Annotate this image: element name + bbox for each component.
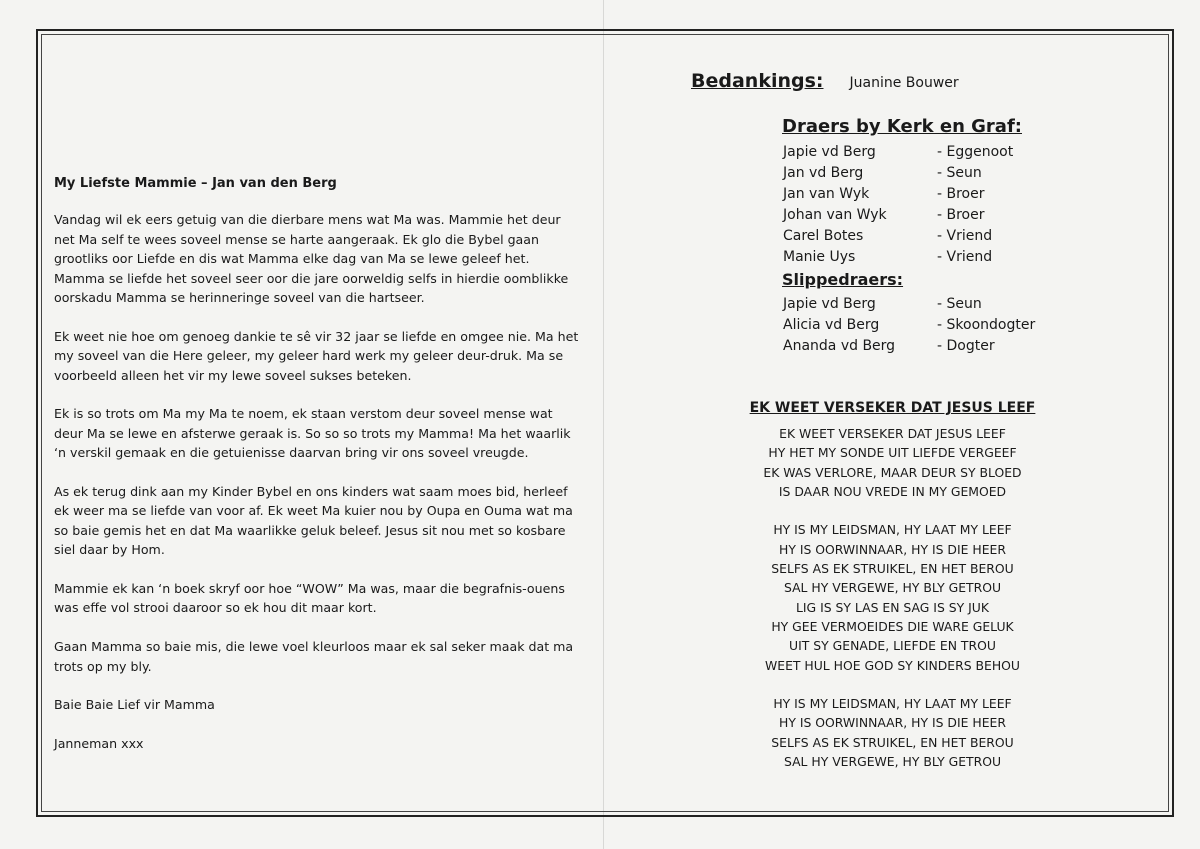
letter-line: Baie Baie Lief vir Mamma: [54, 697, 215, 713]
song-stanza: [600, 694, 1185, 771]
person-relation: - Seun: [937, 296, 982, 312]
letter-paragraph: [54, 327, 584, 385]
person-relation: - Vriend: [937, 249, 993, 265]
person-name: Japie vd Berg: [783, 144, 876, 160]
letter-line: Ek weet nie hoe om genoeg dankie te sê vir 32 jaar se liefde en omgee nie. Ma het: [54, 328, 579, 344]
song-line: HY GEE VERMOEIDES DIE WARE GELUK: [771, 618, 1014, 634]
letter-line: grootliks oor Liefde en dis wat Mamma elke dag van Ma se lewe geleef het.: [54, 251, 530, 267]
bedankings-heading: Bedankings:: [691, 70, 824, 92]
person-relation: - Broer: [937, 186, 985, 202]
song-stanza: [600, 424, 1185, 501]
letter-line: Gaan Mamma so baie mis, die lewe voel kleurloos maar ek sal seker maak dat ma: [54, 639, 574, 655]
person-name: Johan van Wyk: [783, 207, 887, 223]
person-relation: - Dogter: [937, 338, 995, 354]
song-line: HY IS OORWINNAAR, HY IS DIE HEER: [779, 541, 1006, 557]
letter-body: [54, 210, 584, 753]
song-line: HY HET MY SONDE UIT LIEFDE VERGEEF: [768, 445, 1017, 461]
person-name: Alicia vd Berg: [783, 317, 880, 333]
letter-line: ek weer ma se liefde van voor af. Ek weet Ma kuier nou by Oupa en Ouma wat ma: [54, 503, 573, 519]
letter-line: so baie gemis het en dat Ma waarlikke geluk beleef. Jesus sit nou met so kosbare: [54, 522, 566, 538]
song-line: EK WEET VERSEKER DAT JESUS LEEF: [779, 426, 1006, 441]
letter-line: net Ma self te wees soveel mense se harte aangeraak. Ek glo die Bybel gaan: [54, 231, 539, 247]
person-name: Ananda vd Berg: [783, 338, 896, 354]
slippedraers-heading: Slippedraers:: [782, 270, 904, 289]
letter-paragraph: [54, 404, 584, 462]
letter-paragraph: [54, 734, 584, 753]
letter-line: was effe vol strooi daaroor so ek hou dit maar kort.: [54, 600, 377, 616]
song-line: EK WAS VERLORE, MAAR DEUR SY BLOED: [763, 464, 1022, 480]
letter-line: my soveel van die Here geleer, my geleer hard werk my geleer deur-druk. Ma se: [54, 348, 564, 364]
letter-line: Ek is so trots om Ma my Ma te noem, ek staan verstom deur soveel mense wat: [54, 406, 553, 422]
person-relation: - Skoondogter: [937, 317, 1036, 333]
person-name: Carel Botes: [783, 228, 864, 244]
letter-title: My Liefste Mammie – Jan van den Berg: [54, 176, 337, 191]
bedankings-name: Juanine Bouwer: [849, 75, 959, 91]
letter-line: siel daar by Hom.: [54, 542, 165, 558]
letter-line: Mamma se liefde het soveel seer oor die jare oorweldig selfs in hierdie oomblikke: [54, 270, 569, 286]
song-line: SELFS AS EK STRUIKEL, EN HET BEROU: [771, 734, 1014, 750]
person-name: Manie Uys: [783, 249, 856, 265]
letter-paragraph: [54, 482, 584, 560]
person-name: Japie vd Berg: [783, 296, 876, 312]
song-line: SAL HY VERGEWE, HY BLY GETROU: [783, 754, 1002, 770]
song-title: EK WEET VERSEKER DAT JESUS LEEF: [749, 400, 1036, 416]
song-line: IS DAAR NOU VREDE IN MY GEMOED: [778, 483, 1007, 499]
person-relation: - Vriend: [937, 228, 993, 244]
letter-line: Mammie ek kan ‘n boek skryf oor hoe “WOW” Ma was, maar die begrafnis-ouens: [54, 581, 565, 597]
draers-heading: Draers by Kerk en Graf:: [782, 116, 1022, 137]
person-relation: - Seun: [937, 165, 982, 181]
song-line: HY IS MY LEIDSMAN, HY LAAT MY LEEF: [773, 696, 1012, 712]
song-line: UIT SY GENADE, LIEFDE EN TROU: [789, 638, 996, 654]
person-name: Jan vd Berg: [783, 165, 864, 181]
tribute-letter: [54, 174, 584, 773]
song-line: WEET HUL HOE GOD SY KINDERS BEHOU: [765, 657, 1020, 673]
letter-line: As ek terug dink aan my Kinder Bybel en ons kinders wat saam moes bid, herleef: [54, 484, 568, 500]
song-line: SAL HY VERGEWE, HY BLY GETROU: [783, 580, 1002, 596]
letter-line: Janneman xxx: [54, 736, 144, 752]
bedankings: [691, 70, 959, 92]
song-line: HY IS OORWINNAAR, HY IS DIE HEER: [779, 715, 1006, 731]
song-line: SELFS AS EK STRUIKEL, EN HET BEROU: [771, 561, 1014, 577]
song-stanza: [600, 520, 1185, 674]
letter-line: voorbeeld alleen het vir my lewe soveel sukses beteken.: [54, 367, 412, 383]
letter-paragraph: [54, 637, 584, 676]
letter-line: ‘n verskil gemaak en die getuienisse daarvan bring vir ons soveel vreugde.: [54, 445, 529, 461]
person-relation: - Eggenoot: [937, 144, 1014, 160]
person-name: Jan van Wyk: [783, 186, 870, 202]
letter-line: Vandag wil ek eers getuig van die dierbare mens wat Ma was. Mammie het deur: [54, 212, 561, 228]
song-lyrics: [600, 424, 1185, 791]
letter-paragraph: [54, 210, 584, 307]
letter-paragraph: [54, 695, 584, 714]
song-line: LIG IS SY LAS EN SAG IS SY JUK: [795, 599, 989, 615]
letter-line: trots op my bly.: [54, 658, 152, 674]
letter-line: deur Ma se lewe en afsterwe geraak is. So so so trots my Mamma! Ma het waarlik: [54, 425, 571, 441]
letter-paragraph: [54, 579, 584, 618]
person-relation: - Broer: [937, 207, 985, 223]
letter-line: oorskadu Mamma se herinneringe soveel van die hartseer.: [54, 290, 425, 306]
song-line: HY IS MY LEIDSMAN, HY LAAT MY LEEF: [773, 522, 1012, 538]
